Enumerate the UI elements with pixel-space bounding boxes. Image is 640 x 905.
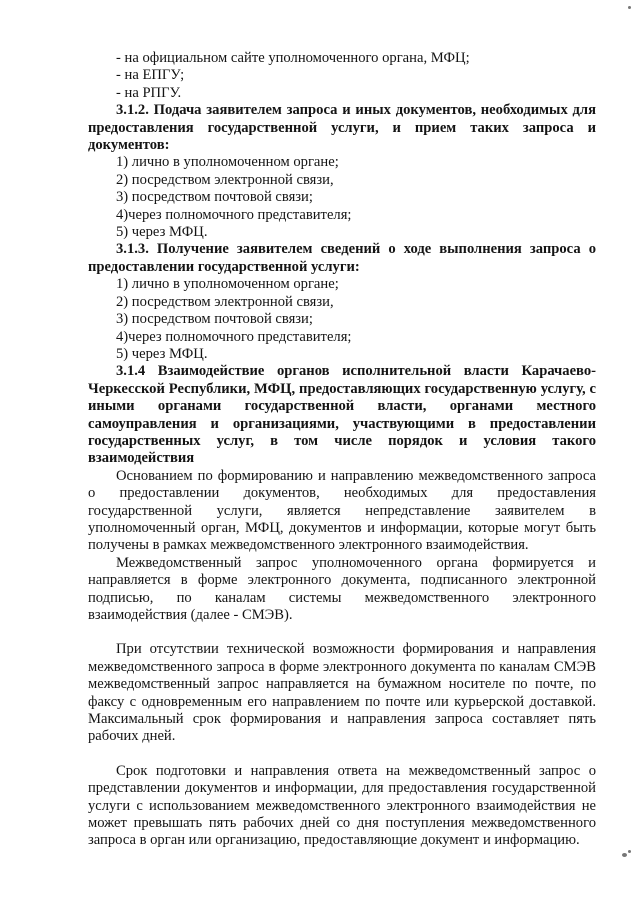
list-item: 2) посредством электронной связи,: [116, 293, 334, 310]
scan-speck: [622, 853, 627, 857]
list-item: 2) посредством электронной связи,: [116, 171, 334, 188]
list-item: 3) посредством почтовой связи;: [116, 189, 313, 206]
section-heading-3-1-2: 3.1.2. Подача заявителем запроса и иных документов, необходимых для предоставления государственной услуги, и прием таких запроса и документов:: [88, 102, 596, 154]
section-heading-3-1-3: 3.1.3. Получение заявителем сведений о ходе выполнения запроса о предоставлении государственной услуги:: [88, 241, 596, 275]
body-paragraph: При отсутствии технической возможности формирования и направления межведомственного запроса в форме электронного документа по каналам СМЭВ межведомственный запрос направляется на бумажном носителе по почте, по факсу с одновременным его направлением по почте или курьерской доставкой. Максимальный срок формирования и направления запроса составляет пять рабочих дней.: [88, 641, 596, 745]
paragraph-gap: [88, 624, 596, 641]
scan-speck: [628, 850, 631, 853]
list-item: - на РПГУ.: [116, 84, 182, 101]
paragraph-gap: [88, 746, 596, 763]
list-item: 4)через полномочного представителя;: [116, 328, 352, 345]
list-item: 4)через полномочного представителя;: [116, 206, 352, 223]
body-paragraph: Межведомственный запрос уполномоченного органа формируется и направляется в форме электронного документа, подписанного электронной подписью, по каналам системы межведомственного электронного взаимодействия (далее - СМЭВ).: [88, 554, 596, 623]
body-paragraph: Основанием по формированию и направлению межведомственного запроса о предоставлении документов, необходимых для предоставления государственной услуги, является непредставление заявителем в уполномоченный орган, МФЦ, документов и информации, которые могут быть получены в рамках межведомственного электронного взаимодействия.: [88, 467, 596, 554]
list-item: 1) лично в уполномоченном органе;: [116, 154, 339, 171]
list-item: - на официальном сайте уполномоченного органа, МФЦ;: [116, 50, 470, 66]
list-item: 5) через МФЦ.: [116, 224, 208, 241]
body-paragraph: Срок подготовки и направления ответа на межведомственный запрос о представлении документов и информации, для предоставления государственной услуги с использованием межведомственного электронного взаимодействия не может превышать пять рабочих дней со дня поступления межведомственного запроса в орган или организацию, предоставляющие документ и информацию.: [88, 762, 596, 849]
document-body: [88, 50, 596, 850]
scan-speck: [628, 6, 631, 9]
list-item: 3) посредством почтовой связи;: [116, 311, 313, 328]
section-heading-3-1-4: 3.1.4 Взаимодействие органов исполнительной власти Карачаево-Черкесской Республики, МФЦ, предоставляющих государственную услугу, с иными органами государственной власти, органами местного самоуправления и организациями, участвующими в предоставлении государственных услуг, в том числе порядок и условия такого взаимодействия: [88, 363, 596, 467]
list-item: 5) через МФЦ.: [116, 345, 208, 362]
list-item: 1) лично в уполномоченном органе;: [116, 276, 339, 293]
list-item: - на ЕПГУ;: [116, 67, 185, 84]
